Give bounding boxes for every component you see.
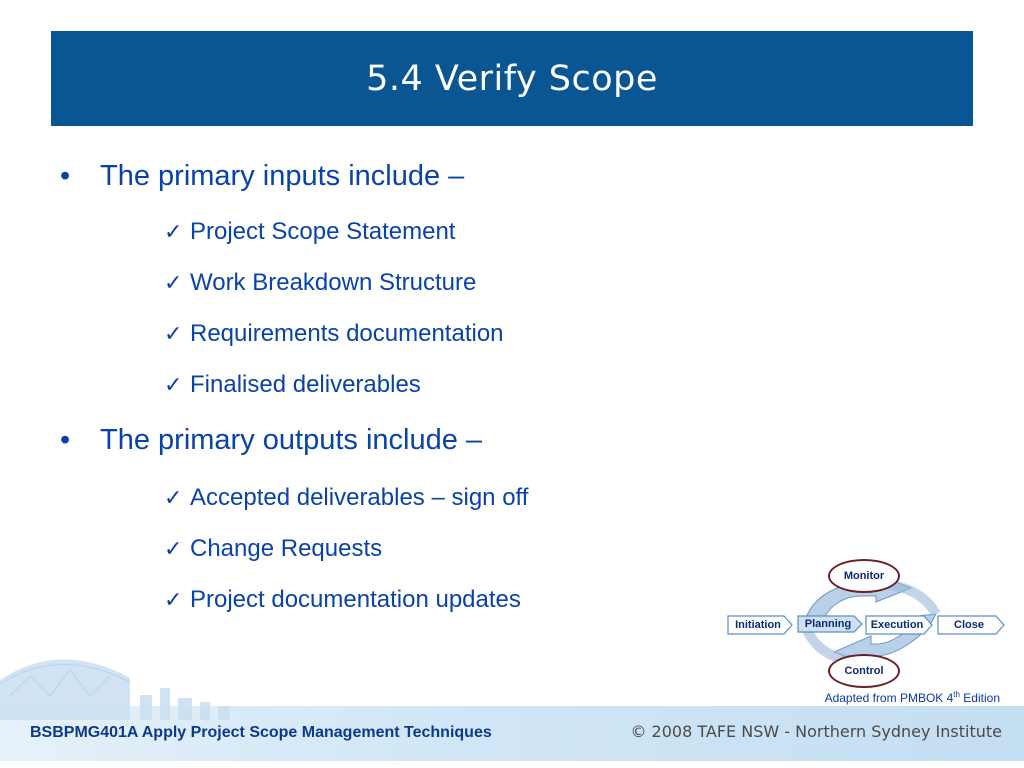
checkmark-icon: ✓ — [164, 271, 183, 296]
bullet-dot: • — [60, 160, 71, 192]
list-item — [164, 320, 504, 348]
list-item-label: Accepted deliverables – sign off — [190, 484, 529, 511]
list-item — [164, 484, 528, 512]
list-item — [164, 586, 521, 614]
control-node: Control — [828, 654, 900, 688]
bullet-dot: • — [60, 424, 71, 456]
list-item — [164, 535, 382, 563]
caption-suffix: Edition — [959, 691, 1000, 705]
list-item-label: Finalised deliverables — [190, 371, 421, 398]
bullet-heading: The primary outputs include – — [100, 424, 483, 456]
bullet-heading: The primary inputs include – — [100, 160, 465, 192]
list-item-label: Project documentation updates — [190, 586, 521, 613]
checkmark-icon: ✓ — [164, 588, 183, 613]
close-label: Close — [954, 619, 984, 631]
list-item-label: Requirements documentation — [190, 320, 504, 347]
monitor-node: Monitor — [828, 559, 900, 593]
list-item-label: Change Requests — [190, 535, 383, 562]
checkmark-icon: ✓ — [164, 220, 183, 245]
title-bar — [51, 31, 973, 126]
bullet-outputs — [60, 424, 482, 457]
planning-label: Planning — [804, 618, 852, 630]
checkmark-icon: ✓ — [164, 322, 183, 347]
list-item — [164, 269, 476, 297]
list-item-label: Work Breakdown Structure — [190, 269, 477, 296]
caption-superscript: th — [953, 690, 960, 699]
list-item — [164, 371, 421, 399]
bullet-inputs — [60, 160, 464, 193]
harbour-bridge-graphic — [0, 640, 260, 720]
footer-copyright: © 2008 TAFE NSW - Northern Sydney Institute — [630, 722, 1002, 741]
list-item-label: Project Scope Statement — [190, 218, 456, 245]
process-diagram — [726, 556, 1016, 706]
slide-title: 5.4 Verify Scope — [366, 58, 658, 99]
initiation-label: Initiation — [735, 619, 781, 631]
checkmark-icon: ✓ — [164, 373, 183, 398]
checkmark-icon: ✓ — [164, 537, 183, 562]
execution-label: Execution — [870, 619, 924, 631]
diagram-caption — [825, 690, 1000, 705]
caption-text: Adapted from PMBOK 4 — [824, 691, 954, 705]
list-item — [164, 218, 455, 246]
checkmark-icon: ✓ — [164, 486, 183, 511]
footer-course-title: BSBPMG401A Apply Project Scope Management Techniques — [30, 724, 492, 741]
